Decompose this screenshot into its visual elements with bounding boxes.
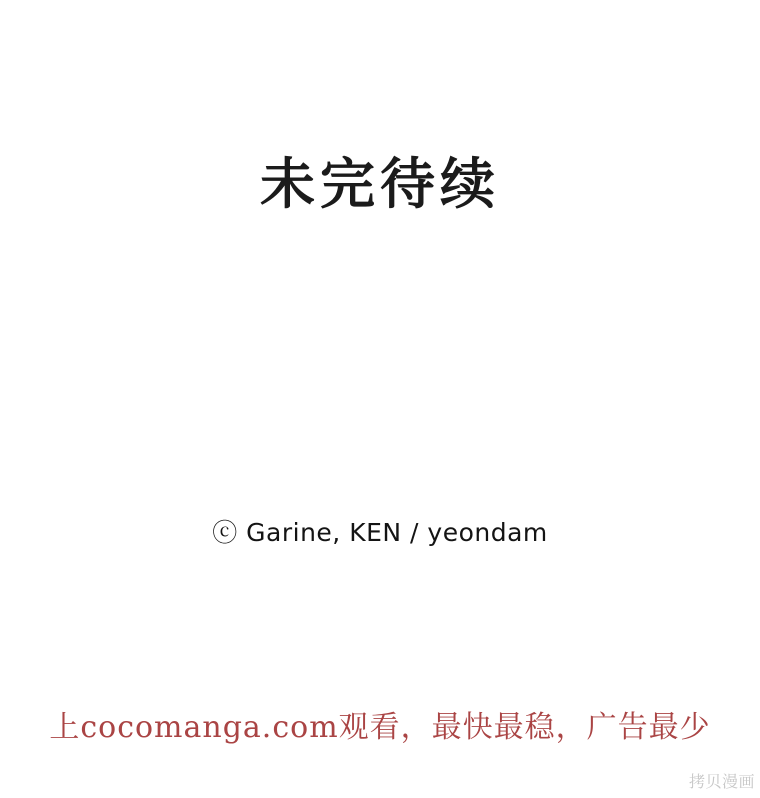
site-watermark: 拷贝漫画 xyxy=(688,772,755,791)
to-be-continued-title: 未完待续 xyxy=(259,151,500,216)
copyright-credit: ⓒ Garine, KEN / yeondam xyxy=(212,518,548,547)
site-promo-text: 上cocomanga.com观看，最快最稳，广告最少 xyxy=(49,710,711,745)
